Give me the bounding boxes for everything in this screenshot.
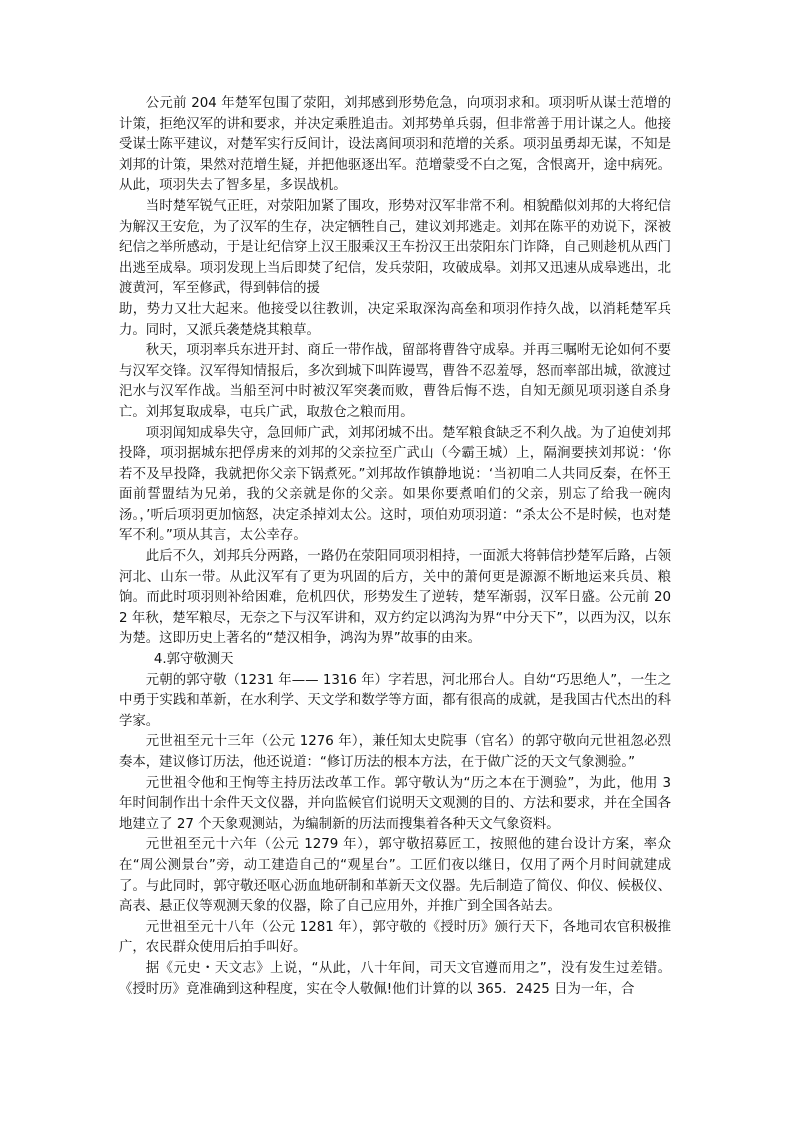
paragraph-chu-han-2: 当时楚军锐气正旺，对荥阳加紧了围攻，形势对汉军非常不利。相貌酷似刘邦的大将纪信为解汉王安危，为了汉军的生存，决定牺牲自己，建议刘邦逃走。刘邦在陈平的劝说下，深被纪信之举所感动，于是让纪信穿上汉王服乘汉王车扮汉王出荥阳东门诈降，自己则趁机从西门出逃至成皋。项羽发现上当后即焚了纪信，发兵荥阳，攻破成皋。刘邦又迅速从成皋逃出，北渡黄河，军至修武，得到韩信的援 xyxy=(119,198,671,297)
paragraph-guo-shoujing-3: 元世祖令他和王恂等主持历法改革工作。郭守敬认为“历之本在于测验”，为此，他用 3 年时间制作出十余件天文仪器，并向监候官们说明天文观测的目的、方法和要求，并在全国各地建立了 27 个天象观测站，为编制新的历法而搜集着各种天文气象资料。 xyxy=(119,775,671,832)
paragraph-chu-han-1: 公元前 204 年楚军包围了荥阳，刘邦感到形势危急，向项羽求和。项羽听从谋士范增的计策，拒绝汉军的讲和要求，并决定乘胜追击。刘邦势单兵弱，但非常善于用计谋之人。他接受谋士陈平建议，对楚军实行反间计，设法离间项羽和范增的关系。项羽虽勇却无谋，不知是刘邦的计策，果然对范增生疑，并把他驱逐出军。范增蒙受不白之冤，含恨离开，途中病死。从此，项羽失去了智多星，多误战机。 xyxy=(119,96,671,194)
paragraph-chu-han-2-continued: 助，势力又壮大起来。他接受以往教训，决定采取深沟高垒和项羽作持久战，以消耗楚军兵力。同时，又派兵袭楚烧其粮草。 xyxy=(119,301,671,338)
paragraph-guo-shoujing-6: 据《元史・天文志》上说，“从此，八十年间，司天文官遵而用之”，没有发生过差错。《授时历》竟准确到这种程度，实在令人敬佩!他们计算的以 365．2425 日为一年，合 xyxy=(119,960,671,997)
paragraph-chu-han-4: 项羽闻知成皋失守，急回师广武，刘邦闭城不出。楚军粮食缺乏不利久战。为了迫使刘邦投降，项羽据城东把俘虏来的刘邦的父亲拉至广武山（今霸王城）上，隔涧要挟刘邦说：‘你若不及早投降，我就把你父亲下锅煮死。”刘邦故作镇静地说：‘当初咱二人共同反秦，在怀王面前誓盟结为兄弟，我的父亲就是你的父亲。如果你要煮咱们的父亲，别忘了给我一碗肉汤。，’听后项羽更加恼怒，决定杀掉刘太公。这时，项伯劝项羽道：“杀太公不是时候，也对楚军不利。”项从其言，太公幸存。 xyxy=(119,425,671,544)
paragraph-chu-han-5: 此后不久，刘邦兵分两路，一路仍在荥阳同项羽相持，一面派大将韩信抄楚军后路，占领河北、山东一带。从此汉军有了更为巩固的后方，关中的萧何更是源源不断地运来兵员、粮饷。而此时项羽则补给困难，危机四伏，形势发生了逆转，楚军渐弱，汉军日盛。公元前 202 年秋，楚军粮尽，无奈之下与汉军讲和，双方约定以鸿沟为界“中分天下”，以西为汉，以东为楚。这即历史上著名的“楚汉相争，鸿沟为界”故事的由来。 xyxy=(119,549,671,647)
paragraph-guo-shoujing-5: 元世祖至元十八年（公元 1281 年），郭守敬的《授时历》颁行天下，各地司农官积极推广，农民群众使用后拍手叫好。 xyxy=(119,919,671,956)
paragraph-guo-shoujing-1: 元朝的郭守敬（1231 年—— 1316 年）字若思，河北邢台人。自幼“巧思绝人”，一生之中勇于实践和革新，在水利学、天文学和数学等方面，都有很高的成就，是我国古代杰出的科学家。 xyxy=(119,672,671,729)
paragraph-guo-shoujing-4: 元世祖至元十六年（公元 1279 年），郭守敬招募匠工，按照他的建台设计方案，率众在“周公测景台”旁，动工建造自己的“观星台”。工匠们夜以继日，仅用了两个月时间就建成了。与此同时，郭守敬还呕心沥血地研制和革新天文仪器。先后制造了简仪、仰仪、候极仪、高表、悬正仪等观测天象的仪器，除了自己应用外，并推广到全国各站去。 xyxy=(119,837,671,915)
paragraph-guo-shoujing-2: 元世祖至元十三年（公元 1276 年），兼任知太史院事（官名）的郭守敬向元世祖忽必烈奏本，建议修订历法，他还说道：“修订历法的根本方法，在于做广泛的天文气象测验。” xyxy=(119,734,671,770)
document-page xyxy=(119,94,671,1000)
paragraph-chu-han-3: 秋天，项羽率兵东进开封、商丘一带作战，留部将曹咎守成皋。并再三嘱咐无论如何不要与汉军交锋。汉军得知情报后，多次到城下叫阵谩骂，曹咎不忍羞辱，怒而率部出城，欲渡过汜水与汉军作战。当船至河中时被汉军突袭而败，曹咎后悔不迭，自知无颜见项羽遂自杀身亡。刘邦复取成皋，屯兵广武，取敖仓之粮而用。 xyxy=(119,343,671,420)
section-heading: 4.郭守敬测天 xyxy=(153,652,234,668)
